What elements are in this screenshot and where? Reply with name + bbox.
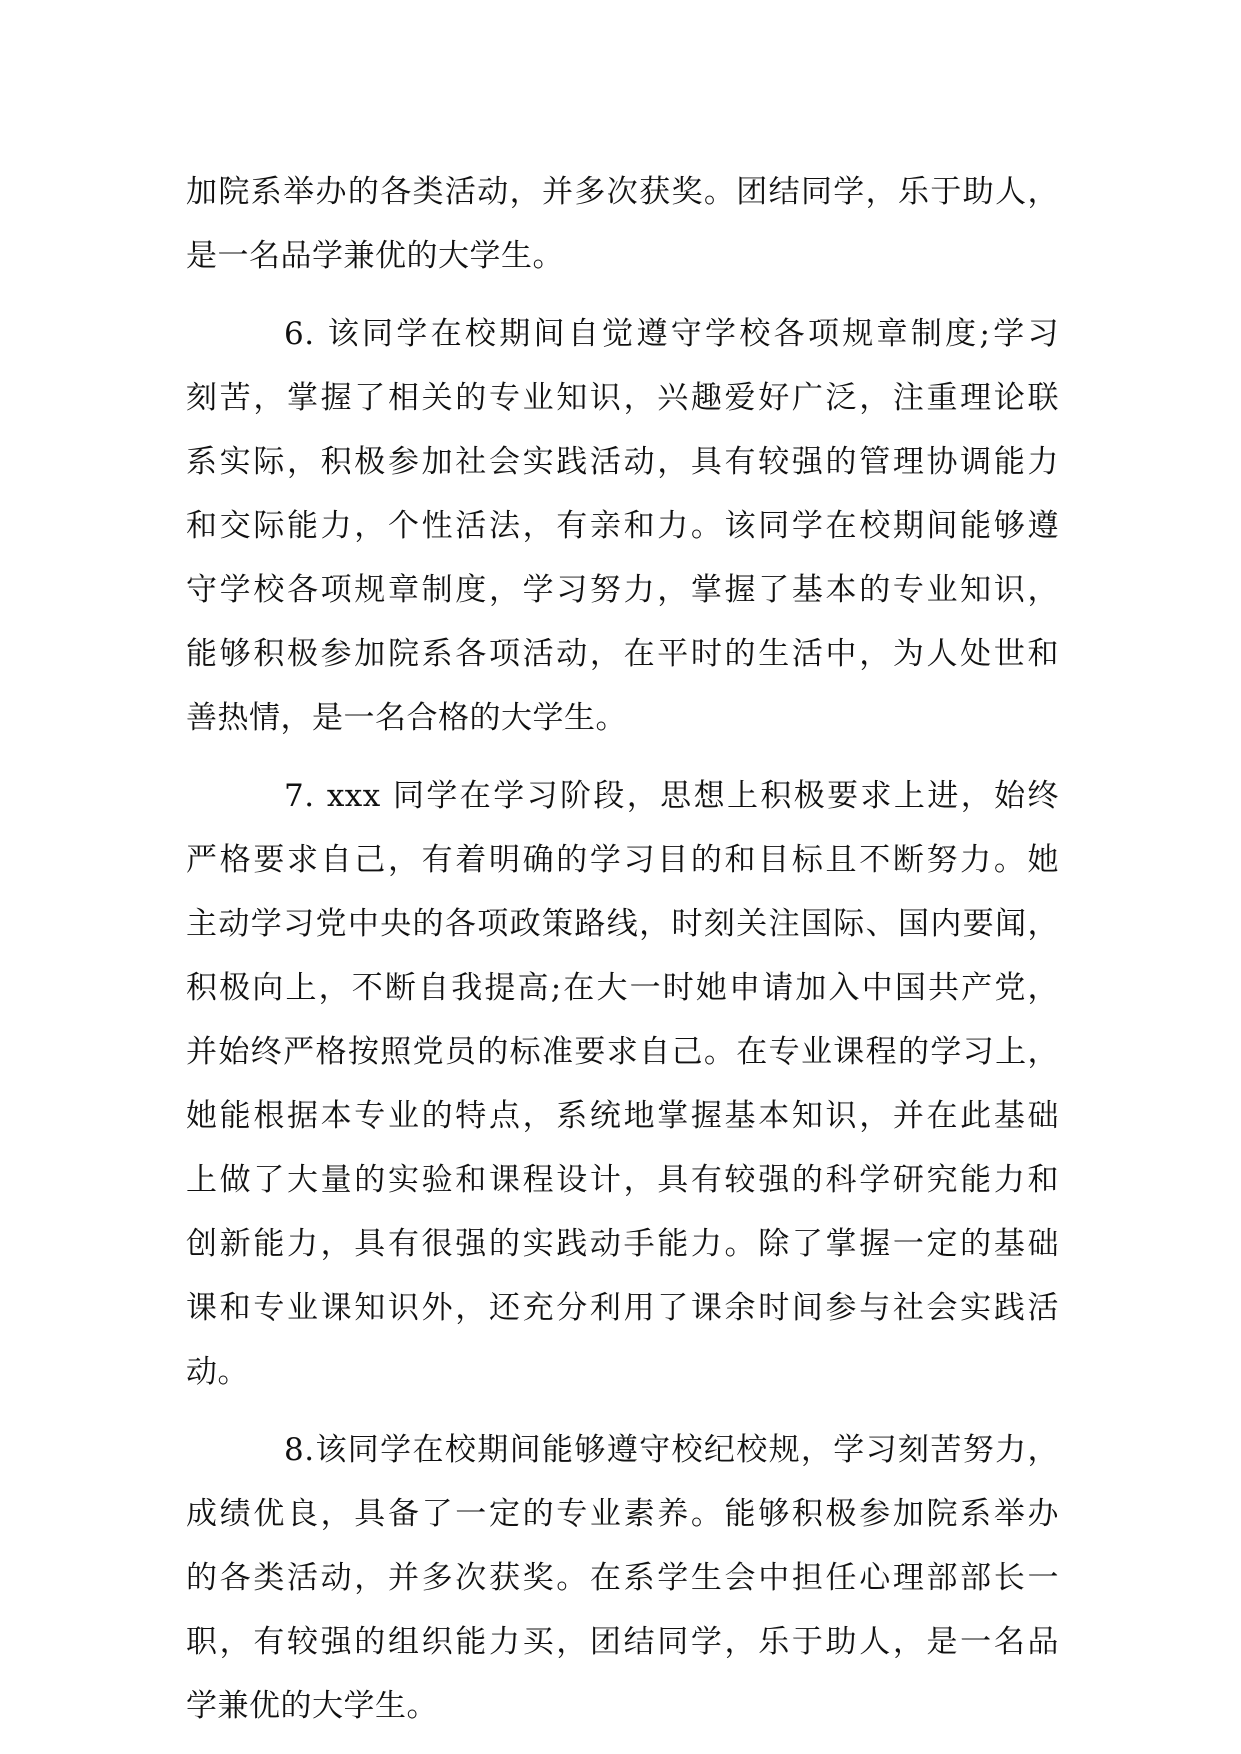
document-body bbox=[186, 160, 1059, 1738]
paragraph-8 bbox=[186, 1418, 1059, 1738]
paragraph-line: 加院系举办的各类活动，并多次获奖。团结同学，乐于助人， bbox=[186, 174, 1059, 210]
paragraph-line: 她能根据本专业的特点，系统地掌握基本知识，并在此基础 bbox=[186, 1098, 1059, 1134]
paragraph-line: 并始终严格按照党员的标准要求自己。在专业课程的学习上， bbox=[186, 1034, 1059, 1070]
paragraph-line: 刻苦，掌握了相关的专业知识，兴趣爱好广泛，注重理论联 bbox=[186, 380, 1059, 416]
paragraph-5 bbox=[186, 160, 1059, 288]
paragraph-line: 6. 该同学在校期间自觉遵守学校各项规章制度;学习 bbox=[284, 316, 1059, 352]
paragraph-line: 系实际，积极参加社会实践活动，具有较强的管理协调能力 bbox=[186, 444, 1059, 480]
paragraph-line: 守学校各项规章制度，学习努力，掌握了基本的专业知识， bbox=[186, 572, 1059, 608]
paragraph-6 bbox=[186, 302, 1059, 750]
paragraph-line: 严格要求自己，有着明确的学习目的和目标且不断努力。她 bbox=[186, 842, 1059, 878]
paragraph-line: 能够积极参加院系各项活动，在平时的生活中，为人处世和 bbox=[186, 636, 1059, 672]
paragraph-7 bbox=[186, 764, 1059, 1404]
paragraph-line: 成绩优良，具备了一定的专业素养。能够积极参加院系举办 bbox=[186, 1496, 1059, 1532]
paragraph-line: 动。 bbox=[186, 1354, 249, 1390]
paragraph-line: 学兼优的大学生。 bbox=[186, 1688, 438, 1724]
paragraph-line: 善热情，是一名合格的大学生。 bbox=[186, 700, 627, 736]
paragraph-line: 是一名品学兼优的大学生。 bbox=[186, 238, 564, 274]
paragraph-line: 7. xxx 同学在学习阶段，思想上积极要求上进，始终 bbox=[284, 778, 1059, 814]
paragraph-line: 上做了大量的实验和课程设计，具有较强的科学研究能力和 bbox=[186, 1162, 1059, 1198]
paragraph-line: 主动学习党中央的各项政策路线，时刻关注国际、国内要闻， bbox=[186, 906, 1059, 942]
paragraph-line: 职，有较强的组织能力买，团结同学，乐于助人，是一名品 bbox=[186, 1624, 1059, 1660]
paragraph-line: 课和专业课知识外，还充分利用了课余时间参与社会实践活 bbox=[186, 1290, 1059, 1326]
paragraph-line: 积极向上，不断自我提高;在大一时她申请加入中国共产党， bbox=[186, 970, 1059, 1006]
paragraph-line: 创新能力，具有很强的实践动手能力。除了掌握一定的基础 bbox=[186, 1226, 1059, 1262]
paragraph-line: 8.该同学在校期间能够遵守校纪校规，学习刻苦努力， bbox=[284, 1432, 1059, 1468]
paragraph-line: 和交际能力，个性活法，有亲和力。该同学在校期间能够遵 bbox=[186, 508, 1059, 544]
paragraph-line: 的各类活动，并多次获奖。在系学生会中担任心理部部长一 bbox=[186, 1560, 1059, 1596]
